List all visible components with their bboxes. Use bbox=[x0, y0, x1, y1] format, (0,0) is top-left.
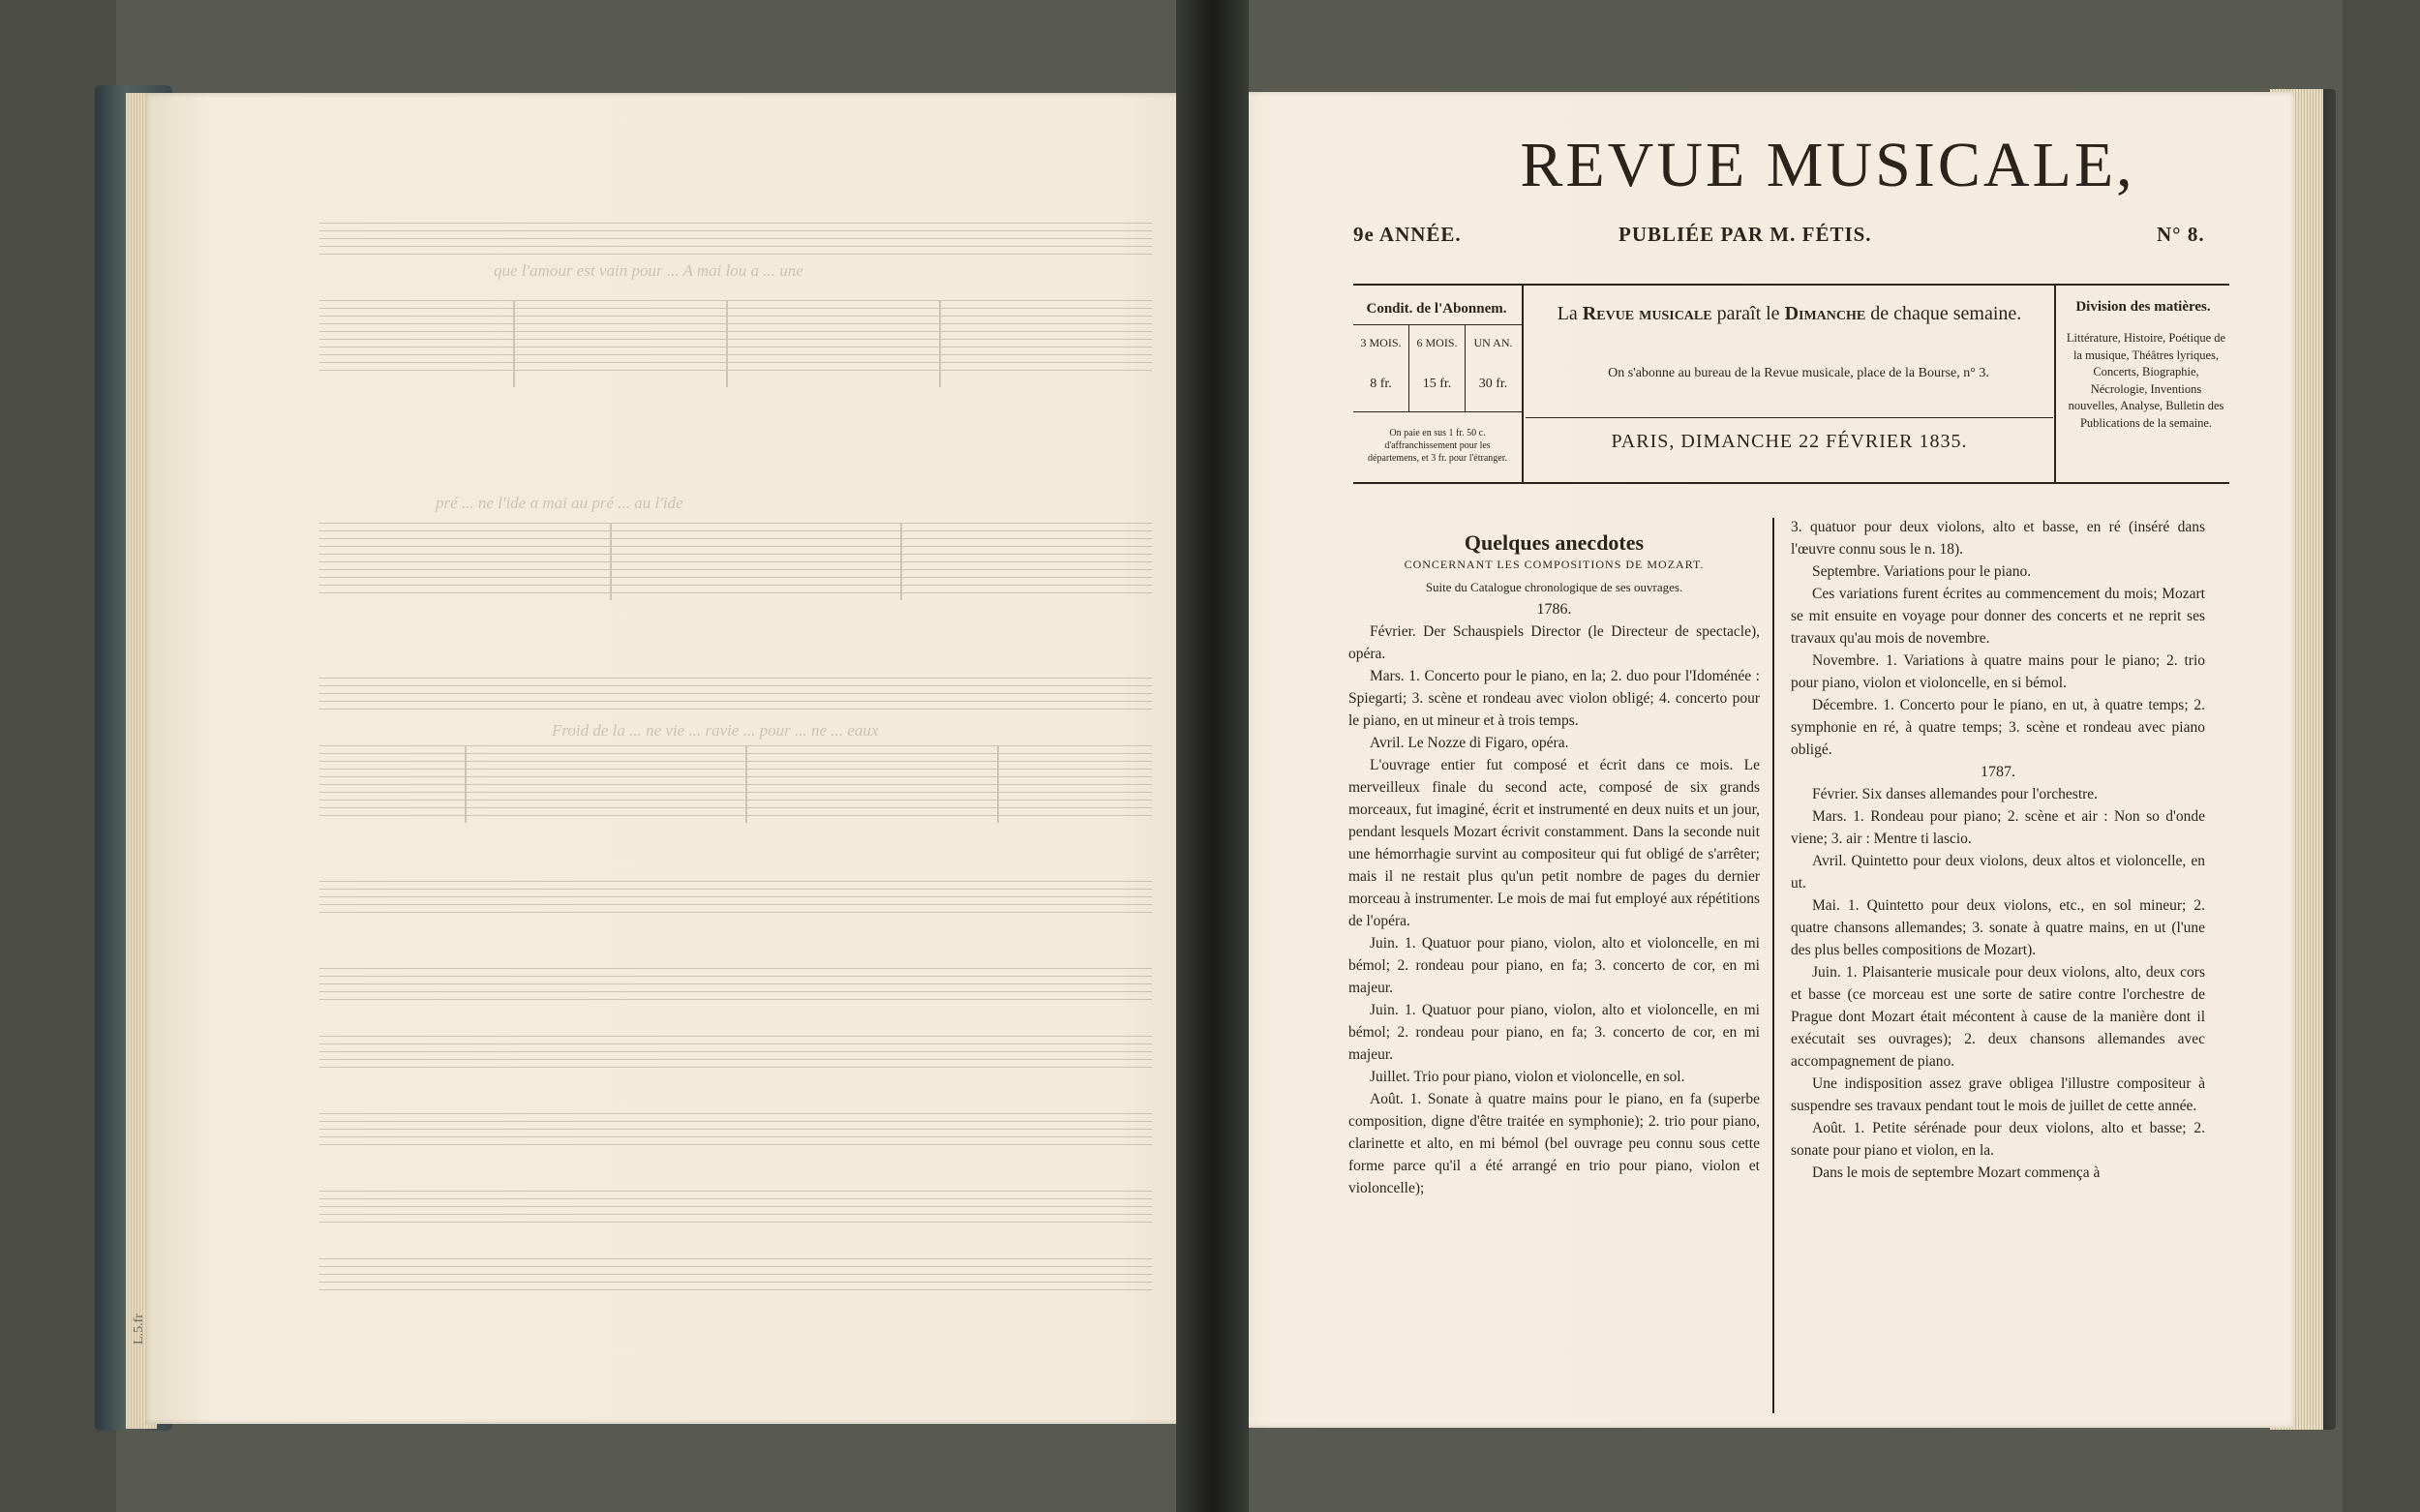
annee-label: 9e ANNÉE. bbox=[1353, 223, 1462, 246]
year-heading: 1787. bbox=[1981, 764, 2015, 780]
paragraph: Décembre. 1. Concerto pour le piano, en ut, à quatre temps; 2. symphonie en ré, à quatre temps; 3. scène et rondeau avec piano obligé. bbox=[1791, 697, 2205, 758]
paragraph: Une indisposition assez grave obligea l'illustre compositeur à suspendre ses travaux pendant tout le mois de juillet de cette année. bbox=[1791, 1075, 2205, 1114]
paragraph: Juin. 1. Plaisanterie musicale pour deux violons, alto, deux cors et basse (ce morceau est une sorte de satire contre l'orchestre de Prague dont Mozart était mécontent à cause de la manière dont il exécutait ses ouvrages); 2. deux chansons allemandes avec accompagnement de piano. bbox=[1791, 964, 2205, 1070]
issue-number: N° 8. bbox=[2157, 223, 2205, 246]
paragraph: Août. 1. Petite sérénade pour deux violons, alto et basse; 2. sonate pour piano et violon, en la. bbox=[1791, 1120, 2205, 1159]
year-heading: 1786. bbox=[1536, 601, 1572, 618]
article-right-column bbox=[1791, 516, 2205, 1184]
paragraph: Juin. 1. Quatuor pour piano, violon, alto et violoncelle, en mi bémol; 2. rondeau pour piano, en fa; 3. concerto de cor, en mi majeur. bbox=[1348, 1002, 1760, 1063]
subscription-address: On s'abonne au bureau de la Revue musicale, place de la Bourse, n° 3. bbox=[1608, 366, 1989, 380]
paragraph: Mai. 1. Quintetto pour deux violons, etc., en sol mineur; 2. quatre chansons allemandes; 3. sonate à quatre mains, en ut (l'une des plus belles compositions de Mozart). bbox=[1791, 897, 2205, 958]
article-title: Quelques anecdotes bbox=[1464, 530, 1645, 555]
article-subtitle: CONCERNANT LES COMPOSITIONS DE MOZART. bbox=[1404, 558, 1705, 571]
paragraph: 3. quatuor pour deux violons, alto et basse, en ré (inséré dans l'œuvre connu sous le n. 18). bbox=[1791, 519, 2205, 558]
period-un-an: UN AN. bbox=[1473, 336, 1513, 349]
publisher-label: PUBLIÉE PAR M. FÉTIS. bbox=[1618, 223, 1872, 246]
paragraph: Septembre. Variations pour le piano. bbox=[1812, 563, 2032, 580]
publication-line: La Revue musicale paraît le Dimanche de chaque semaine. bbox=[1557, 303, 2022, 324]
newspaper-page bbox=[1227, 92, 2294, 1428]
price-6-mois: 15 fr. bbox=[1422, 377, 1452, 391]
subscription-box bbox=[1353, 284, 2229, 487]
masthead-title: REVUE MUSICALE, bbox=[1520, 130, 2135, 200]
column-separator bbox=[1772, 518, 1774, 1413]
paragraph: Juillet. Trio pour piano, violon et violoncelle, en sol. bbox=[1370, 1069, 1685, 1085]
division-title: Division des matières. bbox=[2075, 299, 2211, 315]
paragraph: Avril. Le Nozze di Figaro, opéra. bbox=[1370, 735, 1569, 751]
background-right bbox=[2343, 0, 2420, 1512]
music-score-bleedthrough bbox=[319, 203, 1171, 1326]
dateline: PARIS, DIMANCHE 22 FÉVRIER 1835. bbox=[1611, 431, 1968, 452]
postage-note: On paie en sus 1 fr. 50 c. d'affranchissement pour les départemens, et 3 fr. pour l'étranger. bbox=[1368, 428, 1507, 464]
paragraph: Dans le mois de septembre Mozart commença à bbox=[1812, 1164, 2101, 1181]
paragraph: Août. 1. Sonate à quatre mains pour le piano, en fa (superbe composition, digne d'être traitée en symphonie); 2. trio pour piano, clarinette et alto, en mi bémol (bel ouvrage peu connu sous cette forme parce qu'il a été arrangé en trio pour piano, violon et violoncelle); bbox=[1348, 1091, 1760, 1196]
paragraph: Mars. 1. Concerto pour le piano, en la; 2. duo pour l'Idoménée : Spiegarti; 3. scène et rondeau avec violon obligé; 4. concerto pour le piano, en ut mineur et à trois temps. bbox=[1348, 668, 1760, 729]
ghost-lyric: que l'amour est vain pour ... A mai lou a ... une bbox=[494, 261, 803, 280]
division-text: Littérature, Histoire, Poétique de la musique, Théâtres lyriques, Concerts, Biographie, Nécrologie, Inventions nouvelles, Analyse, Bulletin des Publications de la semaine. bbox=[2066, 331, 2226, 430]
price-3-mois: 8 fr. bbox=[1370, 377, 1392, 391]
ghost-lyric: pré ... ne l'ide a mai au pré ... au l'ide bbox=[436, 494, 683, 512]
paragraph: Avril. Quintetto pour deux violons, deux altos et violoncelle, en ut. bbox=[1791, 853, 2205, 892]
paragraph: L'ouvrage entier fut composé et écrit dans ce mois. Le merveilleux finale du second acte, composé de six grands morceaux, fut imaginé, écrit et instrumenté en deux nuits et un jour, pendant lesquels Mozart écrivit constamment. Dans la seconde nuit une hémorrhagie survint au compositeur qui fut obligé de s'arrêter; mais il ne restait plus qu'un petit nombre de pages du dernier morceau à instrumenter. Le mois de mai fut employé aux répétitions de l'opéra. bbox=[1348, 757, 1760, 929]
period-6-mois: 6 MOIS. bbox=[1416, 336, 1458, 349]
paragraph: Mars. 1. Rondeau pour piano; 2. scène et air : Non so d'onde viene; 3. air : Mentre ti lascio. bbox=[1791, 808, 2205, 847]
article-left-column bbox=[1348, 531, 1760, 1199]
handwritten-note: L.5.fr bbox=[131, 1314, 146, 1345]
article-suite: Suite du Catalogue chronologique de ses ouvrages. bbox=[1425, 580, 1683, 594]
paragraph: Novembre. 1. Variations à quatre mains pour le piano; 2. trio pour piano, violon et violoncelle, en si bémol. bbox=[1791, 652, 2205, 691]
paragraph: Février. Six danses allemandes pour l'orchestre. bbox=[1812, 786, 2099, 802]
conditions-title: Condit. de l'Abonnem. bbox=[1366, 301, 1507, 317]
paragraph: Juin. 1. Quatuor pour piano, violon, alto et violoncelle, en mi bémol; 2. rondeau pour piano, en fa; 3. concerto de cor, en mi majeur. bbox=[1348, 935, 1760, 996]
ghost-lyric: Froid de la ... ne vie ... ravie ... pour ... ne ... eaux bbox=[552, 721, 879, 740]
paragraph: Février. Der Schauspiels Director (le Directeur de spectacle), opéra. bbox=[1348, 623, 1760, 662]
paragraph: Ces variations furent écrites au commencement du mois; Mozart se mit ensuite en voyage pour donner des concerts et ne reprit ses travaux qu'au mois de novembre. bbox=[1791, 586, 2205, 647]
price-un-an: 30 fr. bbox=[1478, 377, 1508, 391]
period-3-mois: 3 MOIS. bbox=[1360, 336, 1402, 349]
